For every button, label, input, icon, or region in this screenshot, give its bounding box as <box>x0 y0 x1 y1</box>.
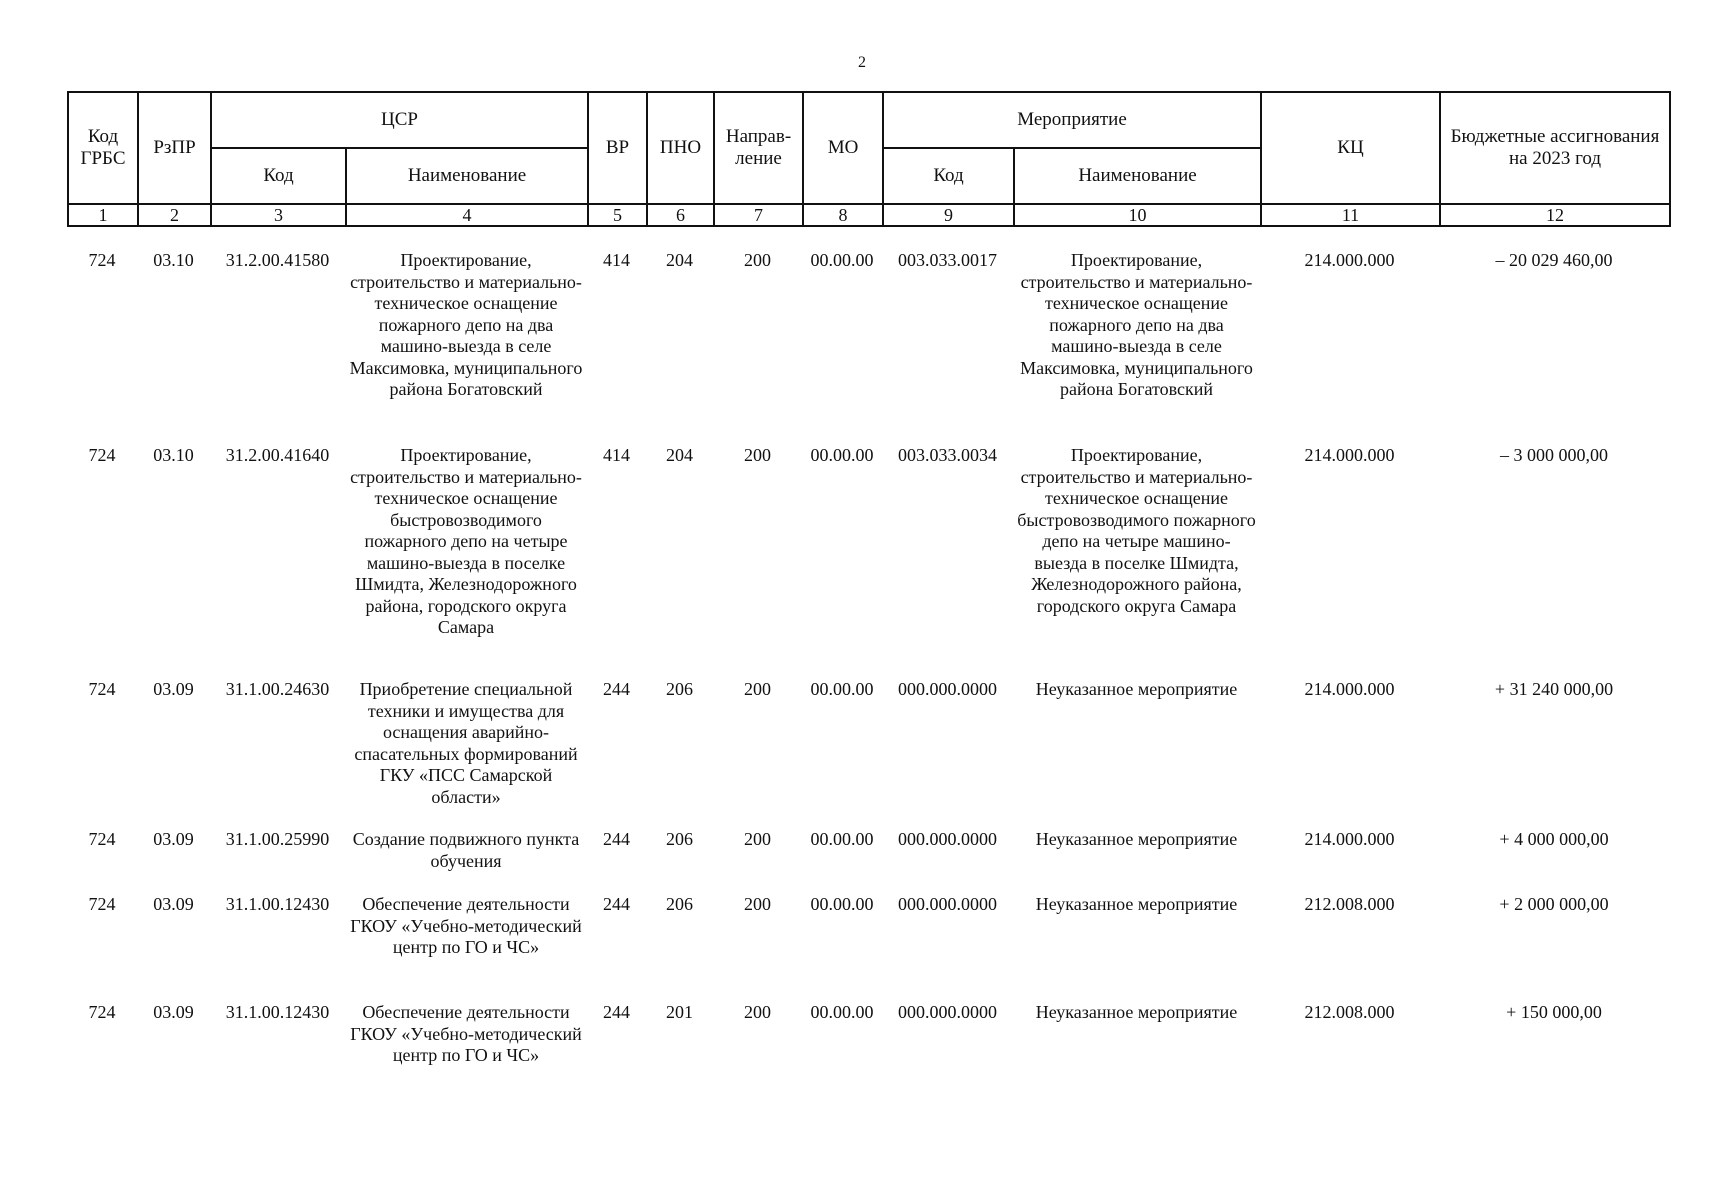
column-number: 7 <box>714 204 803 226</box>
cell-event-name: Проектирование, строительство и материально-техническое оснащение быстровозводимого пожарного депо на четыре машино-выезда в поселке Шмидта, Железнодорожного района, городского округа Самара <box>1017 445 1256 616</box>
table-row <box>67 894 1669 1002</box>
cell-event-code: 000.000.0000 <box>898 829 997 849</box>
column-number: 10 <box>1014 204 1261 226</box>
cell-mo: 00.00.00 <box>810 250 874 270</box>
header-budget: Бюджетные ассигнования на 2023 год <box>1440 92 1670 204</box>
header-event-code: Код <box>883 148 1014 204</box>
cell-kc: 214.000.000 <box>1304 829 1395 849</box>
cell-pno: 204 <box>666 445 693 465</box>
column-number: 11 <box>1261 204 1440 226</box>
cell-direction: 200 <box>744 679 771 699</box>
cell-csr-name: Приобретение специальной техники и имущества для оснащения аварийно-спасательных формирований ГКУ «ПСС Самарской области» <box>354 679 578 807</box>
cell-mo: 00.00.00 <box>810 829 874 849</box>
cell-vr: 414 <box>603 250 630 270</box>
cell-direction: 200 <box>744 1002 771 1022</box>
cell-pno: 206 <box>666 679 693 699</box>
column-number: 9 <box>883 204 1014 226</box>
cell-amount: + 4 000 000,00 <box>1499 829 1609 849</box>
cell-amount: + 31 240 000,00 <box>1494 679 1614 699</box>
cell-csr-name: Проектирование, строительство и материально-техническое оснащение пожарного депо на два машино-выезда в селе Максимовка, муниципального района Богатовский <box>349 250 583 399</box>
header-mo: МО <box>803 92 883 204</box>
header-pno: ПНО <box>647 92 714 204</box>
cell-amount: – 20 029 460,00 <box>1495 250 1613 270</box>
cell-rzpr: 03.09 <box>153 829 194 849</box>
cell-vr: 244 <box>603 679 630 699</box>
cell-kc: 212.008.000 <box>1304 894 1395 914</box>
table-body <box>67 250 1669 1092</box>
header-event-name: Наименование <box>1014 148 1261 204</box>
cell-event-name: Проектирование, строительство и материально-техническое оснащение пожарного депо на два машино-выезда в селе Максимовка, муниципального района Богатовский <box>1020 250 1253 399</box>
cell-event-code: 000.000.0000 <box>898 679 997 699</box>
cell-csr-code: 31.1.00.12430 <box>225 1002 330 1022</box>
cell-pno: 204 <box>666 250 693 270</box>
cell-event-name: Неуказанное мероприятие <box>1035 679 1238 699</box>
cell-direction: 200 <box>744 250 771 270</box>
cell-event-name: Неуказанное мероприятие <box>1035 829 1238 849</box>
cell-amount: + 2 000 000,00 <box>1499 894 1609 914</box>
cell-vr: 244 <box>603 894 630 914</box>
header-csr: ЦСР <box>211 92 588 148</box>
cell-grbs: 724 <box>88 445 116 465</box>
cell-kc: 214.000.000 <box>1304 679 1395 699</box>
cell-vr: 244 <box>603 829 630 849</box>
cell-vr: 244 <box>603 1002 630 1022</box>
cell-mo: 00.00.00 <box>810 445 874 465</box>
header-csr-name: Наименование <box>346 148 588 204</box>
cell-grbs: 724 <box>88 894 116 914</box>
table-row <box>67 829 1669 894</box>
cell-event-name: Неуказанное мероприятие <box>1035 894 1238 914</box>
cell-csr-code: 31.1.00.12430 <box>225 894 330 914</box>
cell-grbs: 724 <box>88 829 116 849</box>
column-number: 2 <box>138 204 211 226</box>
cell-direction: 200 <box>744 894 771 914</box>
cell-kc: 214.000.000 <box>1304 250 1395 270</box>
cell-rzpr: 03.09 <box>153 679 194 699</box>
cell-csr-code: 31.1.00.24630 <box>225 679 330 699</box>
cell-pno: 206 <box>666 829 693 849</box>
cell-amount: + 150 000,00 <box>1506 1002 1602 1022</box>
cell-event-code: 003.033.0017 <box>898 250 997 270</box>
cell-rzpr: 03.10 <box>153 250 194 270</box>
column-number: 12 <box>1440 204 1670 226</box>
table-row <box>67 445 1669 679</box>
cell-pno: 206 <box>666 894 693 914</box>
header-rzpr: РзПР <box>138 92 211 204</box>
cell-event-name: Неуказанное мероприятие <box>1035 1002 1238 1022</box>
cell-rzpr: 03.09 <box>153 1002 194 1022</box>
column-number: 3 <box>211 204 346 226</box>
cell-rzpr: 03.10 <box>153 445 194 465</box>
cell-grbs: 724 <box>88 250 116 270</box>
cell-direction: 200 <box>744 445 771 465</box>
cell-mo: 00.00.00 <box>810 679 874 699</box>
cell-csr-code: 31.1.00.25990 <box>225 829 330 849</box>
cell-csr-name: Обеспечение деятельности ГКОУ «Учебно-методический центр по ГО и ЧС» <box>350 894 582 957</box>
cell-kc: 212.008.000 <box>1304 1002 1395 1022</box>
header-vr: ВР <box>588 92 647 204</box>
cell-csr-name: Проектирование, строительство и материально-техническое оснащение быстровозводимого пожарного депо на четыре машино-выезда в поселке Шмидта, Железнодорожного района, городского округа Самара <box>350 445 582 637</box>
cell-amount: – 3 000 000,00 <box>1500 445 1608 465</box>
cell-csr-name: Обеспечение деятельности ГКОУ «Учебно-методический центр по ГО и ЧС» <box>350 1002 582 1065</box>
header-event: Мероприятие <box>883 92 1261 148</box>
cell-grbs: 724 <box>88 679 116 699</box>
header-kc: КЦ <box>1261 92 1440 204</box>
cell-grbs: 724 <box>88 1002 116 1022</box>
cell-csr-name: Создание подвижного пункта обучения <box>352 829 580 871</box>
cell-csr-code: 31.2.00.41640 <box>225 445 330 465</box>
header-direction: Направ-ление <box>714 92 803 204</box>
column-number: 1 <box>68 204 138 226</box>
cell-direction: 200 <box>744 829 771 849</box>
cell-vr: 414 <box>603 445 630 465</box>
cell-event-code: 000.000.0000 <box>898 1002 997 1022</box>
cell-kc: 214.000.000 <box>1304 445 1395 465</box>
column-number: 6 <box>647 204 714 226</box>
table-row <box>67 250 1669 445</box>
cell-mo: 00.00.00 <box>810 1002 874 1022</box>
cell-csr-code: 31.2.00.41580 <box>225 250 330 270</box>
table-row <box>67 1002 1669 1092</box>
cell-event-code: 000.000.0000 <box>898 894 997 914</box>
cell-rzpr: 03.09 <box>153 894 194 914</box>
cell-event-code: 003.033.0034 <box>898 445 997 465</box>
table-header <box>67 91 1671 227</box>
cell-pno: 201 <box>666 1002 693 1022</box>
column-number: 4 <box>346 204 588 226</box>
page-number: 2 <box>858 54 866 71</box>
column-number: 8 <box>803 204 883 226</box>
header-csr-code: Код <box>211 148 346 204</box>
column-number: 5 <box>588 204 647 226</box>
cell-mo: 00.00.00 <box>810 894 874 914</box>
header-grbs: Код ГРБС <box>68 92 138 204</box>
table-row <box>67 679 1669 829</box>
